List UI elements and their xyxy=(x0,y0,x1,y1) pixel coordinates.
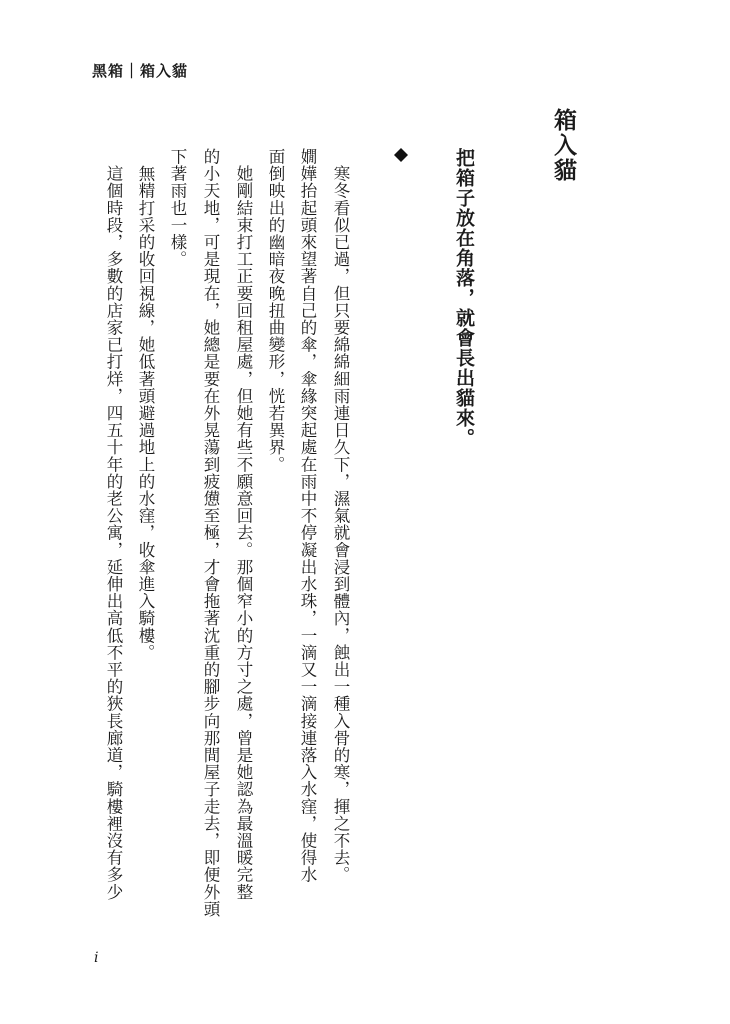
running-header: 黑箱｜箱入貓 xyxy=(92,62,189,80)
page-number: i xyxy=(94,950,99,966)
body-column: 面倒映出的幽暗夜晚扭曲變形，恍若異界。 xyxy=(266,148,285,473)
diamond-ornament-icon xyxy=(394,148,408,162)
body-column: 的小天地，可是現在，她總是要在外晃蕩到疲憊至極，才會拖著沈重的腳步向那間屋子走去，即便外頭 xyxy=(201,148,220,918)
chapter-subtitle: 把箱子放在角落，就會長出貓來。 xyxy=(453,148,475,448)
body-column: 無精打采的收回視線，她低著頭避過地上的水窪，收傘進入騎樓。 xyxy=(136,148,155,661)
body-column: 這個時段，多數的店家已打烊，四五十年的老公寓，延伸出高低不平的狹長廊道，騎樓裡沒有多少 xyxy=(104,148,123,901)
body-column: 嫺嬅抬起頭來望著自己的傘，傘緣突起處在雨中不停凝出水珠，一滴又一滴接連落入水窪，使得水 xyxy=(298,148,317,884)
chapter-title: 箱入貓 xyxy=(550,108,577,183)
body-column: 寒冬看似已過，但只要綿綿細雨連日久下，濕氣就會浸到體內，蝕出一種入骨的寒，揮之不去。 xyxy=(331,148,350,884)
body-column: 下著雨也一樣。 xyxy=(168,148,187,268)
body-column: 她剛結束打工正要回租屋處，但她有些不願意回去。那個窄小的方寸之處，曾是她認為最溫暖完整 xyxy=(234,148,253,901)
